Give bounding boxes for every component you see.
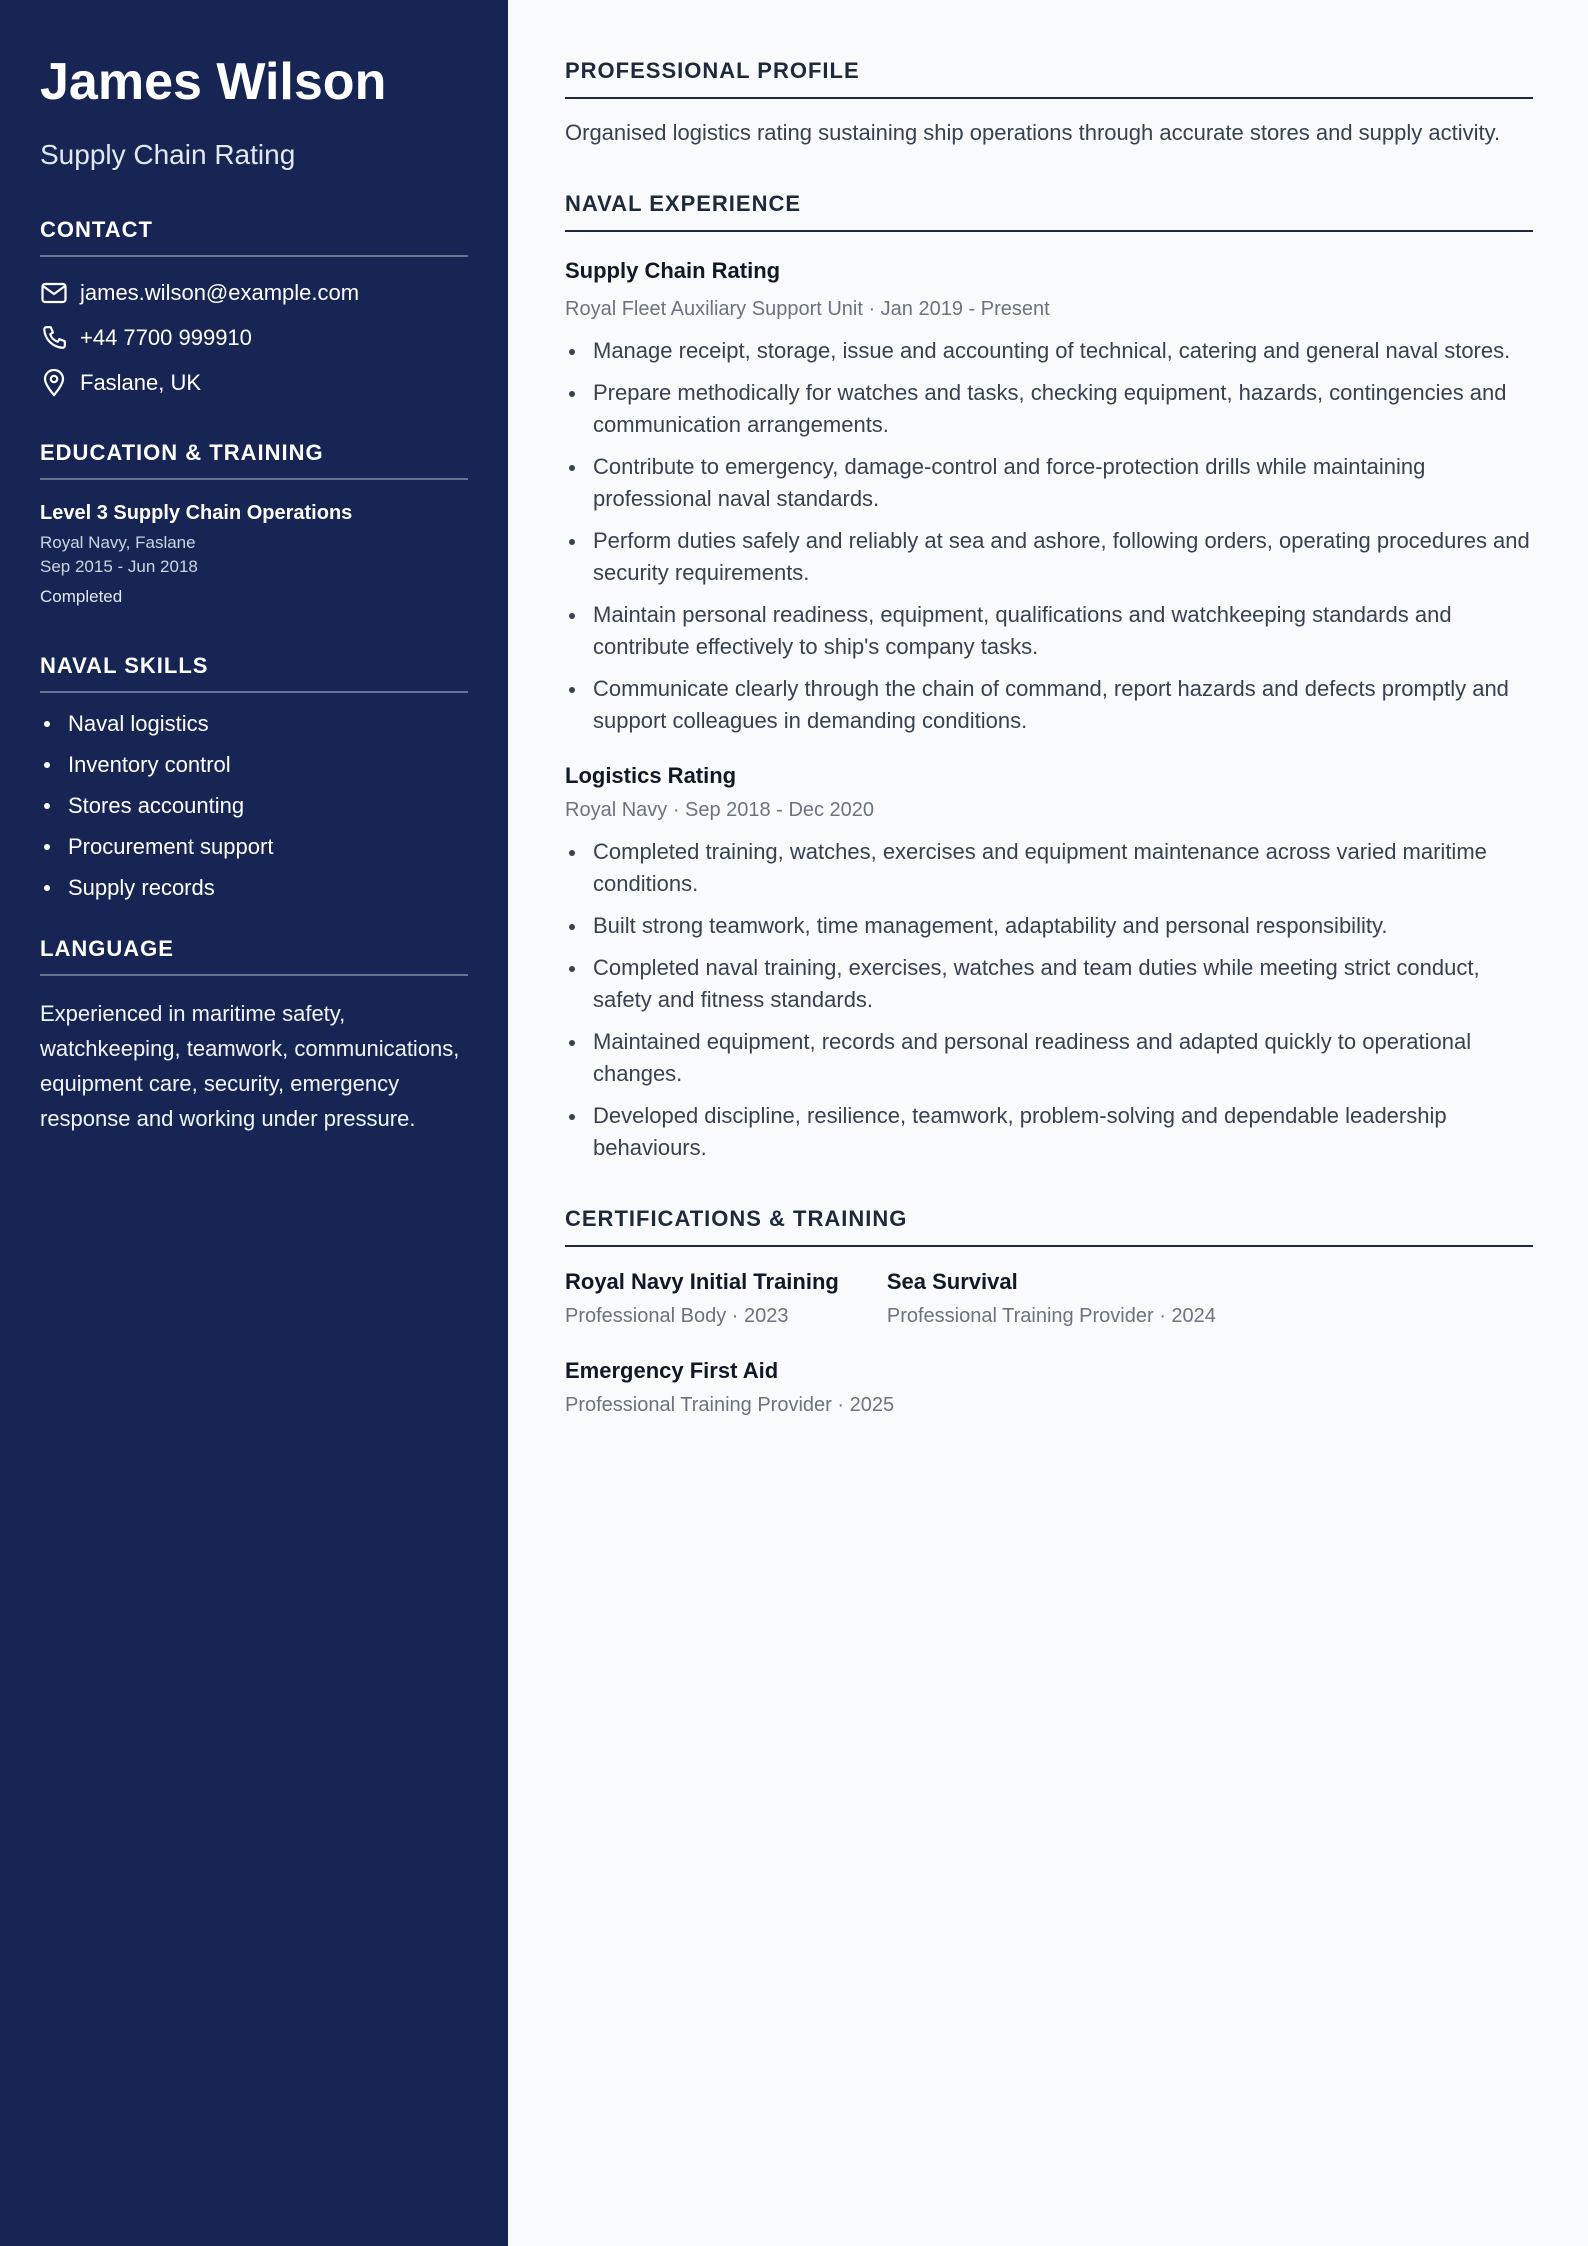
certifications-grid: [565, 1269, 1533, 1447]
email-text: james.wilson@example.com: [80, 279, 360, 305]
skill-item: Procurement support: [40, 832, 468, 861]
job-meta: Royal Fleet Auxiliary Support Unit · Jan 2019 - Present: [565, 298, 1050, 320]
job-title: Supply Chain Rating: [565, 258, 781, 283]
education-degree: Level 3 Supply Chain Operations: [40, 502, 353, 525]
education-heading: EDUCATION & TRAINING: [40, 440, 468, 480]
education-institution: Royal Navy, Faslane: [40, 533, 196, 553]
job-bullets: [565, 836, 1533, 1164]
skill-item: Inventory control: [40, 750, 468, 779]
experience-heading: NAVAL EXPERIENCE: [565, 191, 1533, 232]
job-bullet: Maintained equipment, records and personal readiness and adapted quickly to operational changes.: [565, 1026, 1533, 1090]
language-heading: LANGUAGE: [40, 936, 468, 976]
certification-item: [565, 1358, 1485, 1417]
certification-meta: Professional Training Provider · 2024: [886, 1305, 1216, 1327]
job-bullet: Developed discipline, resilience, teamwork, problem-solving and dependable leadership behaviours.: [565, 1100, 1533, 1164]
profile-text: Organised logistics rating sustaining ship operations through accurate stores and supply activity.: [565, 120, 1501, 145]
job-bullet: Built strong teamwork, time management, adaptability and personal responsibility.: [565, 910, 1533, 942]
sidebar: [0, 0, 508, 2246]
candidate-role: Supply Chain Rating: [40, 139, 296, 171]
skills-list: [40, 709, 468, 902]
certification-name: Emergency First Aid: [565, 1358, 779, 1383]
education-status: Completed: [40, 587, 123, 607]
certifications-heading: CERTIFICATIONS & TRAINING: [565, 1206, 1533, 1247]
contact-phone[interactable]: [40, 324, 468, 351]
job-bullet: Completed naval training, exercises, watches and team duties while meeting strict conduct, safety and fitness standards.: [565, 952, 1533, 1016]
job-bullet: Prepare methodically for watches and tasks, checking equipment, hazards, contingencies and communication arrangements.: [565, 377, 1533, 441]
job-meta: Royal Navy · Sep 2018 - Dec 2020: [565, 799, 875, 821]
map-pin-icon: [40, 369, 68, 397]
job-bullet: Communicate clearly through the chain of command, report hazards and defects promptly and support colleagues in demanding conditions.: [565, 673, 1533, 737]
job-bullet: Contribute to emergency, damage-control and force-protection drills while maintaining professional naval standards.: [565, 451, 1533, 515]
certification-item: [565, 1269, 839, 1328]
job-bullet: Maintain personal readiness, equipment, qualifications and watchkeeping standards and contribute effectively to ship's company tasks.: [565, 599, 1533, 663]
language-text: Experienced in maritime safety, watchkeeping, teamwork, communications, equipment care, security, emergency response and working under pressure.: [40, 1001, 460, 1132]
skills-heading: NAVAL SKILLS: [40, 653, 468, 693]
certification-item: [887, 1269, 1216, 1328]
certification-name: Royal Navy Initial Training: [565, 1269, 839, 1294]
job-bullets: [565, 335, 1533, 737]
skill-item: Stores accounting: [40, 791, 468, 820]
education-dates: Sep 2015 - Jun 2018: [40, 557, 198, 577]
job-bullet: Perform duties safely and reliably at sea and ashore, following orders, operating procedures and security requirements.: [565, 525, 1533, 589]
phone-icon: [40, 324, 68, 352]
certification-name: Sea Survival: [886, 1269, 1018, 1294]
job-entry: [565, 763, 1533, 1164]
job-entry: [565, 258, 1533, 737]
skill-item: Supply records: [40, 873, 468, 902]
mail-icon: [40, 279, 68, 307]
skill-item: Naval logistics: [40, 709, 468, 738]
contact-section: [40, 217, 468, 396]
main-content: [565, 0, 1533, 1447]
certification-meta: Professional Training Provider · 2025: [565, 1394, 895, 1416]
contact-email[interactable]: [40, 279, 468, 306]
location-text: Faslane, UK: [80, 369, 202, 395]
phone-text: +44 7700 999910: [80, 324, 252, 350]
job-bullet: Completed training, watches, exercises and equipment maintenance across varied maritime conditions.: [565, 836, 1533, 900]
language-section: [40, 936, 468, 1136]
contact-heading: CONTACT: [40, 217, 468, 257]
profile-section: [565, 58, 1533, 149]
certifications-section: [565, 1206, 1533, 1447]
certification-meta: Professional Body · 2023: [565, 1305, 789, 1327]
job-bullet: Manage receipt, storage, issue and accounting of technical, catering and general naval stores.: [565, 335, 1533, 367]
experience-section: [565, 191, 1533, 1164]
education-section: [40, 440, 468, 607]
profile-heading: PROFESSIONAL PROFILE: [565, 58, 1533, 99]
education-item: [40, 502, 468, 607]
contact-location: [40, 369, 468, 396]
candidate-name: James Wilson: [40, 53, 387, 111]
skills-section: [40, 653, 468, 902]
job-title: Logistics Rating: [565, 763, 737, 788]
